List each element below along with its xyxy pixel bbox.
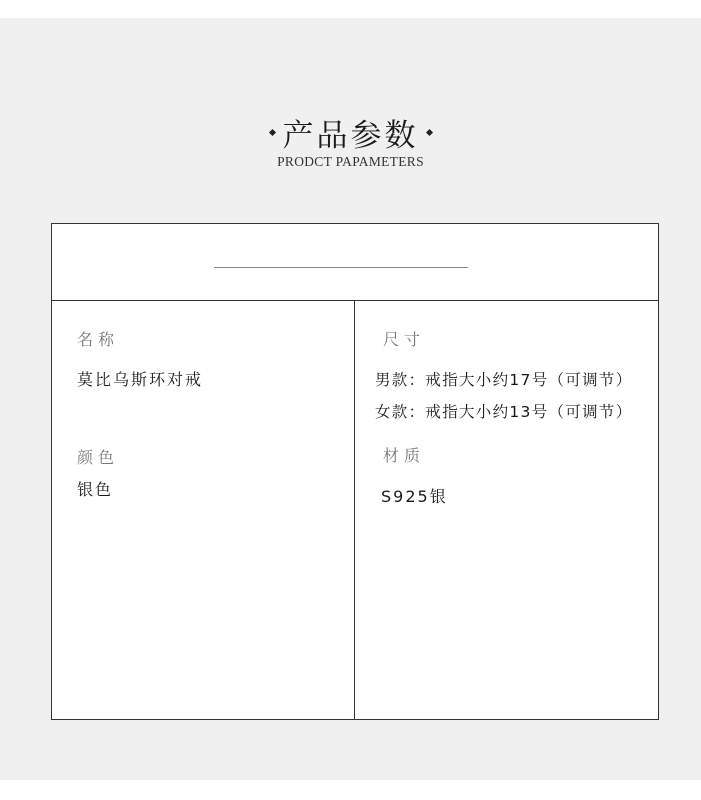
material-label: 材质 [383, 446, 426, 465]
page-title: 产品参数 [282, 117, 419, 154]
color-value: 银色 [77, 480, 114, 499]
right-diamond-icon [425, 128, 432, 135]
material-value: S925银 [381, 487, 448, 506]
name-label: 名称 [77, 330, 120, 349]
size-value-women: 女款：戒指大小约13号（可调节） [375, 403, 633, 421]
name-value: 莫比乌斯环对戒 [77, 370, 204, 389]
header-rule [214, 267, 468, 268]
column-divider [354, 301, 355, 719]
table-header [52, 224, 658, 301]
size-value-men: 男款：戒指大小约17号（可调节） [375, 371, 633, 389]
parameter-table [51, 223, 659, 720]
left-diamond-icon [268, 128, 275, 135]
page-subtitle: PRODCT PAPAMETERS [277, 154, 424, 169]
title-row [0, 112, 701, 152]
color-label: 颜色 [77, 448, 120, 467]
size-label: 尺寸 [383, 330, 426, 349]
